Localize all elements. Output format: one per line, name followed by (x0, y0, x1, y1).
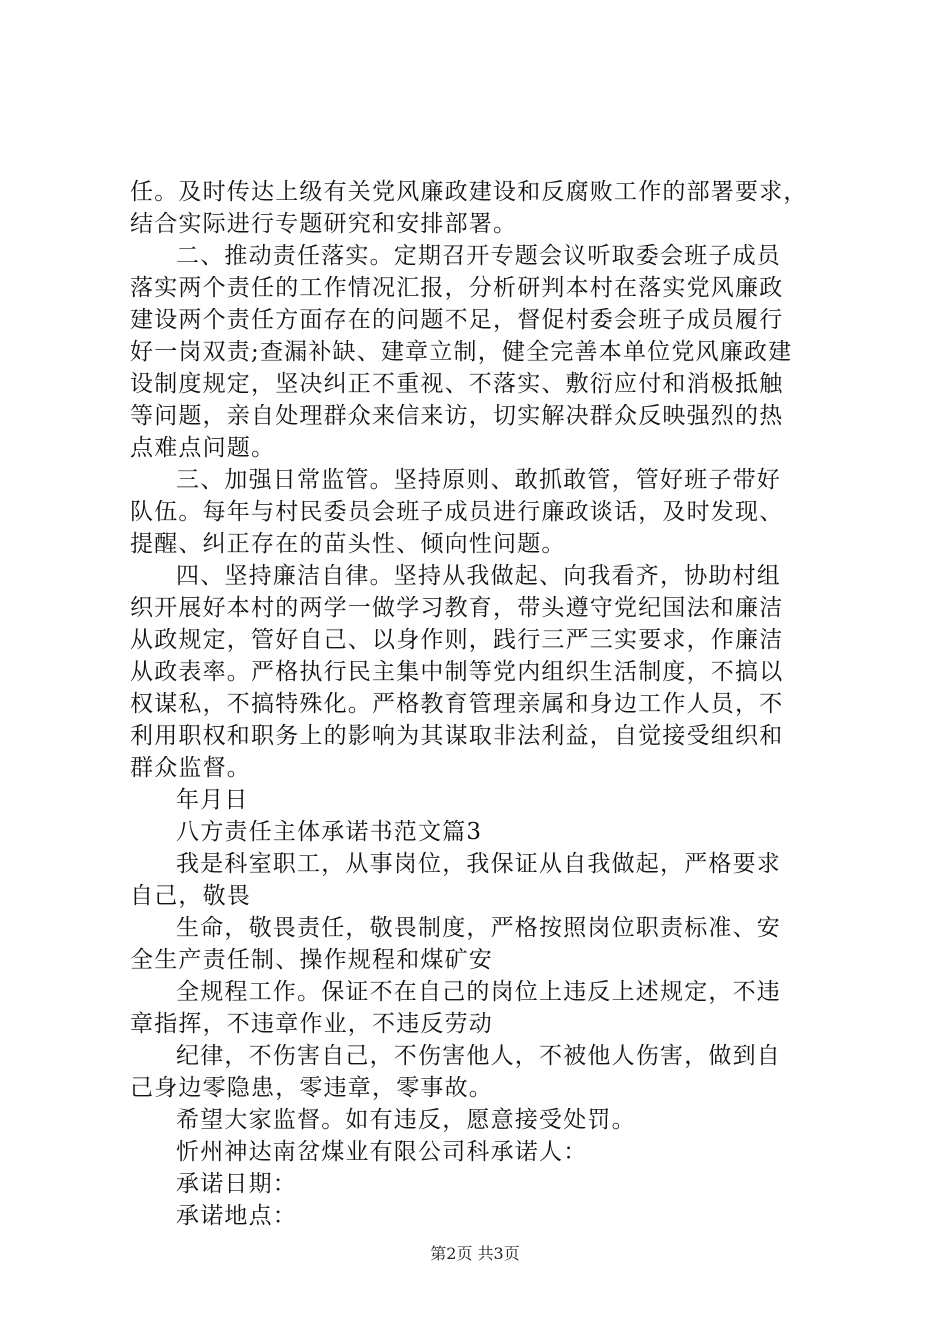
text-line: 己身边零隐患，零违章，零事故。 (130, 1075, 493, 1101)
section-heading: 八方责任主体承诺书范文篇3 (176, 819, 483, 845)
text-line: 我是科室职工，从事岗位，我保证从自我做起，严格要求 (176, 851, 781, 877)
text-line: 生命，敬畏责任，敬畏制度，严格按照岗位职责标准、安 (176, 915, 781, 941)
text-line: 全生产责任制、操作规程和煤矿安 (130, 947, 493, 973)
commitment-date-line: 承诺日期： (176, 1171, 297, 1197)
text-line: 建设两个责任方面存在的问题不足，督促村委会班子成员履行 (130, 307, 784, 333)
text-line: 三、加强日常监管。坚持原则、敢抓敢管，管好班子带好 (176, 467, 781, 493)
signatory-line: 忻州神达南岔煤业有限公司科承诺人： (176, 1139, 588, 1165)
document-body (130, 176, 830, 1232)
text-line: 二、推动责任落实。定期召开专题会议听取委会班子成员 (176, 243, 781, 269)
text-line: 结合实际进行专题研究和安排部署。 (130, 211, 518, 237)
text-line: 设制度规定，坚决纠正不重视、不落实、敷衍应付和消极抵触 (130, 371, 784, 397)
text-line: 好一岗双责;查漏补缺、建章立制，健全完善本单位党风廉政建 (130, 339, 793, 365)
text-line: 落实两个责任的工作情况汇报，分析研判本村在落实党风廉政 (130, 275, 784, 301)
text-line: 群众监督。 (130, 755, 251, 781)
text-line: 任。及时传达上级有关党风廉政建设和反腐败工作的部署要求， (130, 179, 808, 205)
text-line: 点难点问题。 (130, 435, 276, 461)
text-line: 章指挥，不违章作业，不违反劳动 (130, 1011, 493, 1037)
text-line: 等问题，亲自处理群众来信来访，切实解决群众反映强烈的热 (130, 403, 784, 429)
text-line: 队伍。每年与村民委员会班子成员进行廉政谈话，及时发现、 (130, 499, 784, 525)
page-number-footer: 第2页 共3页 (430, 1244, 520, 1263)
text-line: 提醒、纠正存在的苗头性、倾向性问题。 (130, 531, 566, 557)
text-line: 希望大家监督。如有违反，愿意接受处罚。 (176, 1107, 636, 1133)
text-line: 织开展好本村的两学一做学习教育，带头遵守党纪国法和廉洁 (130, 595, 784, 621)
date-line: 年月日 (176, 787, 249, 813)
commitment-place-line: 承诺地点： (176, 1203, 297, 1229)
text-line: 从政规定，管好自己、以身作则，践行三严三实要求，作廉洁 (130, 627, 784, 653)
text-line: 从政表率。严格执行民主集中制等党内组织生活制度，不搞以 (130, 659, 784, 685)
text-line: 纪律，不伤害自己，不伤害他人，不被他人伤害，做到自 (176, 1043, 781, 1069)
text-line: 自己，敬畏 (130, 883, 251, 909)
text-line: 权谋私，不搞特殊化。严格教育管理亲属和身边工作人员，不 (130, 691, 784, 717)
text-line: 全规程工作。保证不在自己的岗位上违反上述规定，不违 (176, 979, 781, 1005)
text-line: 利用职权和职务上的影响为其谋取非法利益，自觉接受组织和 (130, 723, 784, 749)
text-line: 四、坚持廉洁自律。坚持从我做起、向我看齐，协助村组 (176, 563, 781, 589)
